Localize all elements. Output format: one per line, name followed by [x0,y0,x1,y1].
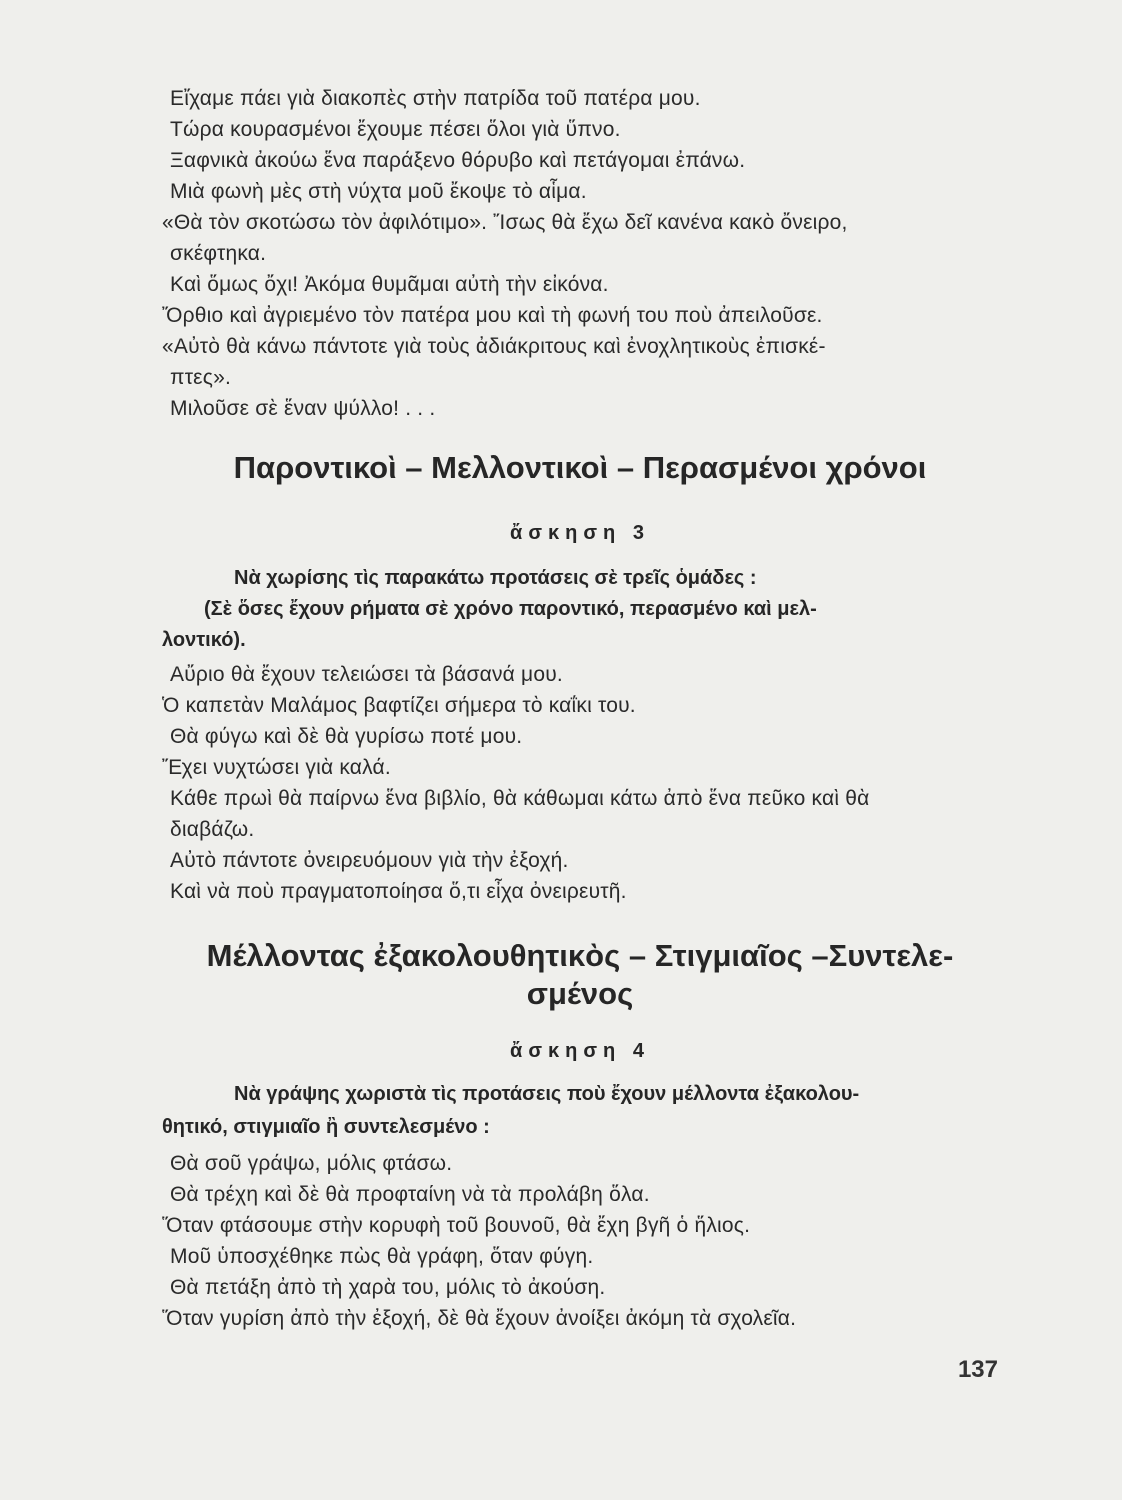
story-line: «Θὰ τὸν σκοτώσω τὸν ἀφιλότιμο». Ἴσως θὰ ἔχω δεῖ κανένα κακὸ ὄνειρο, [162,211,848,234]
story-line: Τώρα κουρασμένοι ἔχουμε πέσει ὅλοι γιὰ ὕπνο. [170,118,621,141]
sentence: Θὰ τρέχη καὶ δὲ θὰ προφταίνη νὰ τὰ προλάβη ὅλα. [170,1183,650,1206]
story-line: «Αὐτὸ θὰ κάνω πάντοτε γιὰ τοὺς ἀδιάκριτους καὶ ἐνοχλητικοὺς ἐπισκέ- [162,335,826,358]
story-line: Μιὰ φωνὴ μὲς στὴ νύχτα μοῦ ἔκοψε τὸ αἷμα. [170,180,587,203]
exercise-label-3: ἄσκηση 3 [510,522,650,544]
exercise-label-4: ἄσκηση 4 [510,1040,650,1062]
sentence: Ὅταν γυρίση ἀπὸ τὴν ἐξοχή, δὲ θὰ ἔχουν ἀνοίξει ἀκόμη τὰ σχολεῖα. [162,1307,797,1330]
story-line: Ὄρθιο καὶ ἀγριεμένο τὸν πατέρα μου καὶ τὴ φωνή του ποὺ ἀπειλοῦσε. [162,304,823,327]
story-line: Εἴχαμε πάει γιὰ διακοπὲς στὴν πατρίδα τοῦ πατέρα μου. [170,87,701,110]
story-line: πτες». [170,366,231,389]
sentence: Ὅταν φτάσουμε στὴν κορυφὴ τοῦ βουνοῦ, θὰ ἔχη βγῆ ὁ ἥλιος. [162,1214,751,1237]
sentence: Θὰ πετάξη ἀπὸ τὴ χαρὰ του, μόλις τὸ ἀκούση. [170,1276,606,1299]
story-line: σκέφτηκα. [170,242,267,265]
page-number: 137 [957,1356,998,1383]
sentence: Καὶ νὰ ποὺ πραγματοποίησα ὅ,τι εἶχα ὀνειρευτῆ. [170,880,627,903]
sentence: Θὰ φύγω καὶ δὲ θὰ γυρίσω ποτέ μου. [170,725,523,748]
sentence: διαβάζω. [170,818,255,841]
story-line: Ξαφνικὰ ἀκούω ἕνα παράξενο θόρυβο καὶ πετάγομαι ἐπάνω. [170,149,746,172]
sentence: Αὐτὸ πάντοτε ὀνειρευόμουν γιὰ τὴν ἐξοχή. [170,849,569,872]
exercise-instruction: Νὰ χωρίσης τὶς παρακάτω προτάσεις σὲ τρεῖς ὁμάδες : [234,567,757,589]
section-heading-future-cont: σμένος [526,976,634,1011]
sentence: Ἔχει νυχτώσει γιὰ καλά. [162,756,391,779]
exercise-instruction: Νὰ γράψης χωριστὰ τὶς προτάσεις ποὺ ἔχουν μέλλοντα ἐξακολου- [234,1083,860,1105]
sentence: Μοῦ ὑποσχέθηκε πὼς θὰ γράφη, ὅταν φύγη. [170,1245,594,1268]
section-heading-future: Μέλλοντας ἐξακολουθητικὸς – Στιγμιαῖος –Συντελε- [206,938,954,973]
sentence: Ὁ καπετὰν Μαλάμος βαφτίζει σήμερα τὸ καΐκι του. [162,694,636,717]
story-line: Μιλοῦσε σὲ ἕναν ψύλλο! . . . [170,397,436,420]
sentence: Αὔριο θὰ ἔχουν τελειώσει τὰ βάσανά μου. [170,663,563,686]
exercise-instruction: (Σὲ ὅσες ἔχουν ρήματα σὲ χρόνο παροντικό, περασμένο καὶ μελ- [204,598,817,620]
exercise-instruction: λοντικό). [162,629,246,651]
sentence: Κάθε πρωὶ θὰ παίρνω ἕνα βιβλίο, θὰ κάθωμαι κάτω ἀπὸ ἕνα πεῦκο καὶ θὰ [170,787,870,810]
exercise-instruction: θητικό, στιγμιαῖο ἢ συντελεσμένο : [162,1116,490,1138]
section-heading-tenses: Παροντικοὶ – Μελλοντικοὶ – Περασμένοι χρόνοι [233,450,927,485]
sentence: Θὰ σοῦ γράψω, μόλις φτάσω. [170,1152,453,1175]
story-line: Καὶ ὅμως ὄχι! Ἀκόμα θυμᾶμαι αὐτὴ τὴν εἰκόνα. [170,273,609,296]
